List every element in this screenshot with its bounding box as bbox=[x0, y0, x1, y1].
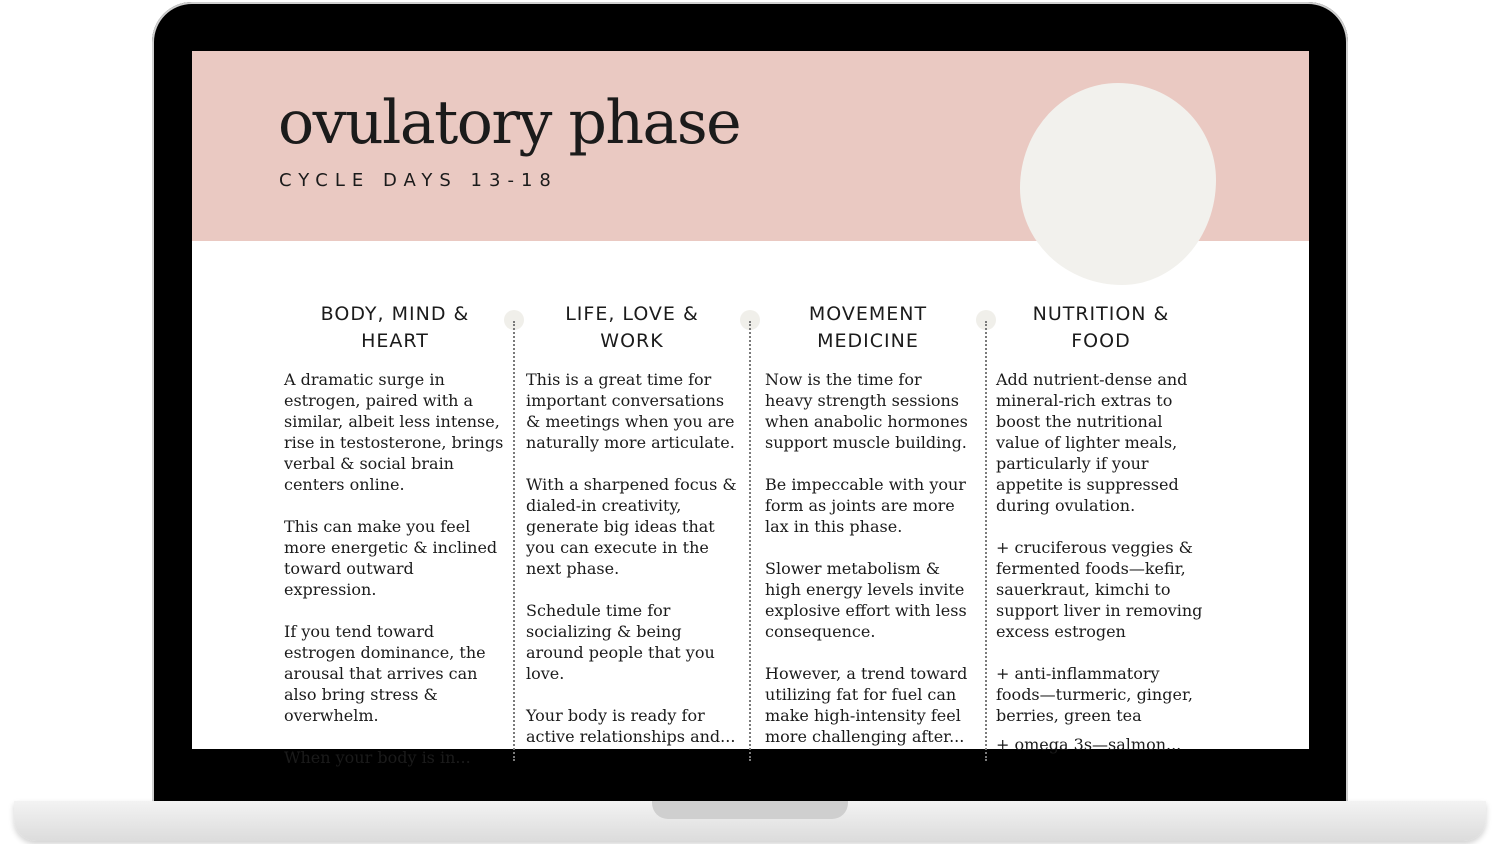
laptop-screen bbox=[192, 51, 1309, 767]
paragraph: However, a trend toward utilizing fat for fuel can make high-intensity feel more challenging after... bbox=[765, 664, 968, 746]
paragraph: + omega 3s—salmon... bbox=[996, 735, 1182, 754]
paragraph: When your body is in... bbox=[284, 748, 471, 767]
page-subtitle: CYCLE DAYS 13-18 bbox=[279, 170, 558, 191]
paragraph: Slower metabolism & high energy levels invite explosive effort with less consequence. bbox=[765, 559, 967, 641]
column-divider bbox=[749, 321, 751, 761]
column-movement-medicine bbox=[765, 301, 971, 768]
paragraph: Now is the time for heavy strength sessions when anabolic hormones support muscle building. bbox=[765, 370, 968, 452]
paragraph: + cruciferous veggies & fermented foods—kefir, sauerkraut, kimchi to support liver in removing excess estrogen bbox=[996, 538, 1203, 641]
column-nutrition-food bbox=[996, 301, 1206, 776]
page-title: ovulatory phase bbox=[278, 88, 741, 158]
column-life-love-work bbox=[526, 301, 738, 768]
column-heading: BODY, MIND & HEART bbox=[320, 303, 470, 352]
column-heading: LIFE, LOVE & WORK bbox=[565, 303, 699, 352]
paragraph: Be impeccable with your form as joints are more lax in this phase. bbox=[765, 475, 966, 536]
paragraph: If you tend toward estrogen dominance, the arousal that arrives can also bring stress & overwhelm. bbox=[284, 622, 486, 725]
decorative-circle bbox=[1020, 83, 1216, 285]
column-heading: NUTRITION & FOOD bbox=[1032, 303, 1170, 352]
paragraph: A dramatic surge in estrogen, paired with a similar, albeit less intense, rise in testosterone, brings verbal & social brain centers online. bbox=[284, 370, 504, 494]
column-divider bbox=[513, 321, 515, 761]
column-body bbox=[284, 369, 506, 768]
column-divider bbox=[985, 321, 987, 761]
column-body bbox=[526, 369, 738, 747]
paragraph: + anti-inflammatory foods—turmeric, ginger, berries, green tea bbox=[996, 664, 1193, 725]
column-heading: MOVEMENT MEDICINE bbox=[808, 303, 928, 352]
paragraph: Your body is ready for active relationships and... bbox=[526, 706, 736, 746]
column-body-mind-heart bbox=[284, 301, 506, 789]
paragraph: Add nutrient-dense and mineral-rich extras to boost the nutritional value of lighter meals, particularly if your appetite is suppressed during ovulation. bbox=[996, 370, 1188, 515]
paragraph: This can make you feel more energetic & inclined toward outward expression. bbox=[284, 517, 498, 599]
paragraph: This is a great time for important conversations & meetings when you are naturally more articulate. bbox=[526, 370, 735, 452]
column-body bbox=[996, 369, 1206, 755]
paragraph: Schedule time for socializing & being around people that you love. bbox=[526, 601, 715, 683]
laptop-base bbox=[14, 801, 1486, 841]
column-body bbox=[765, 369, 971, 747]
paragraph: With a sharpened focus & dialed-in creativity, generate big ideas that you can execute in the next phase. bbox=[526, 475, 737, 578]
laptop-notch bbox=[652, 801, 848, 819]
